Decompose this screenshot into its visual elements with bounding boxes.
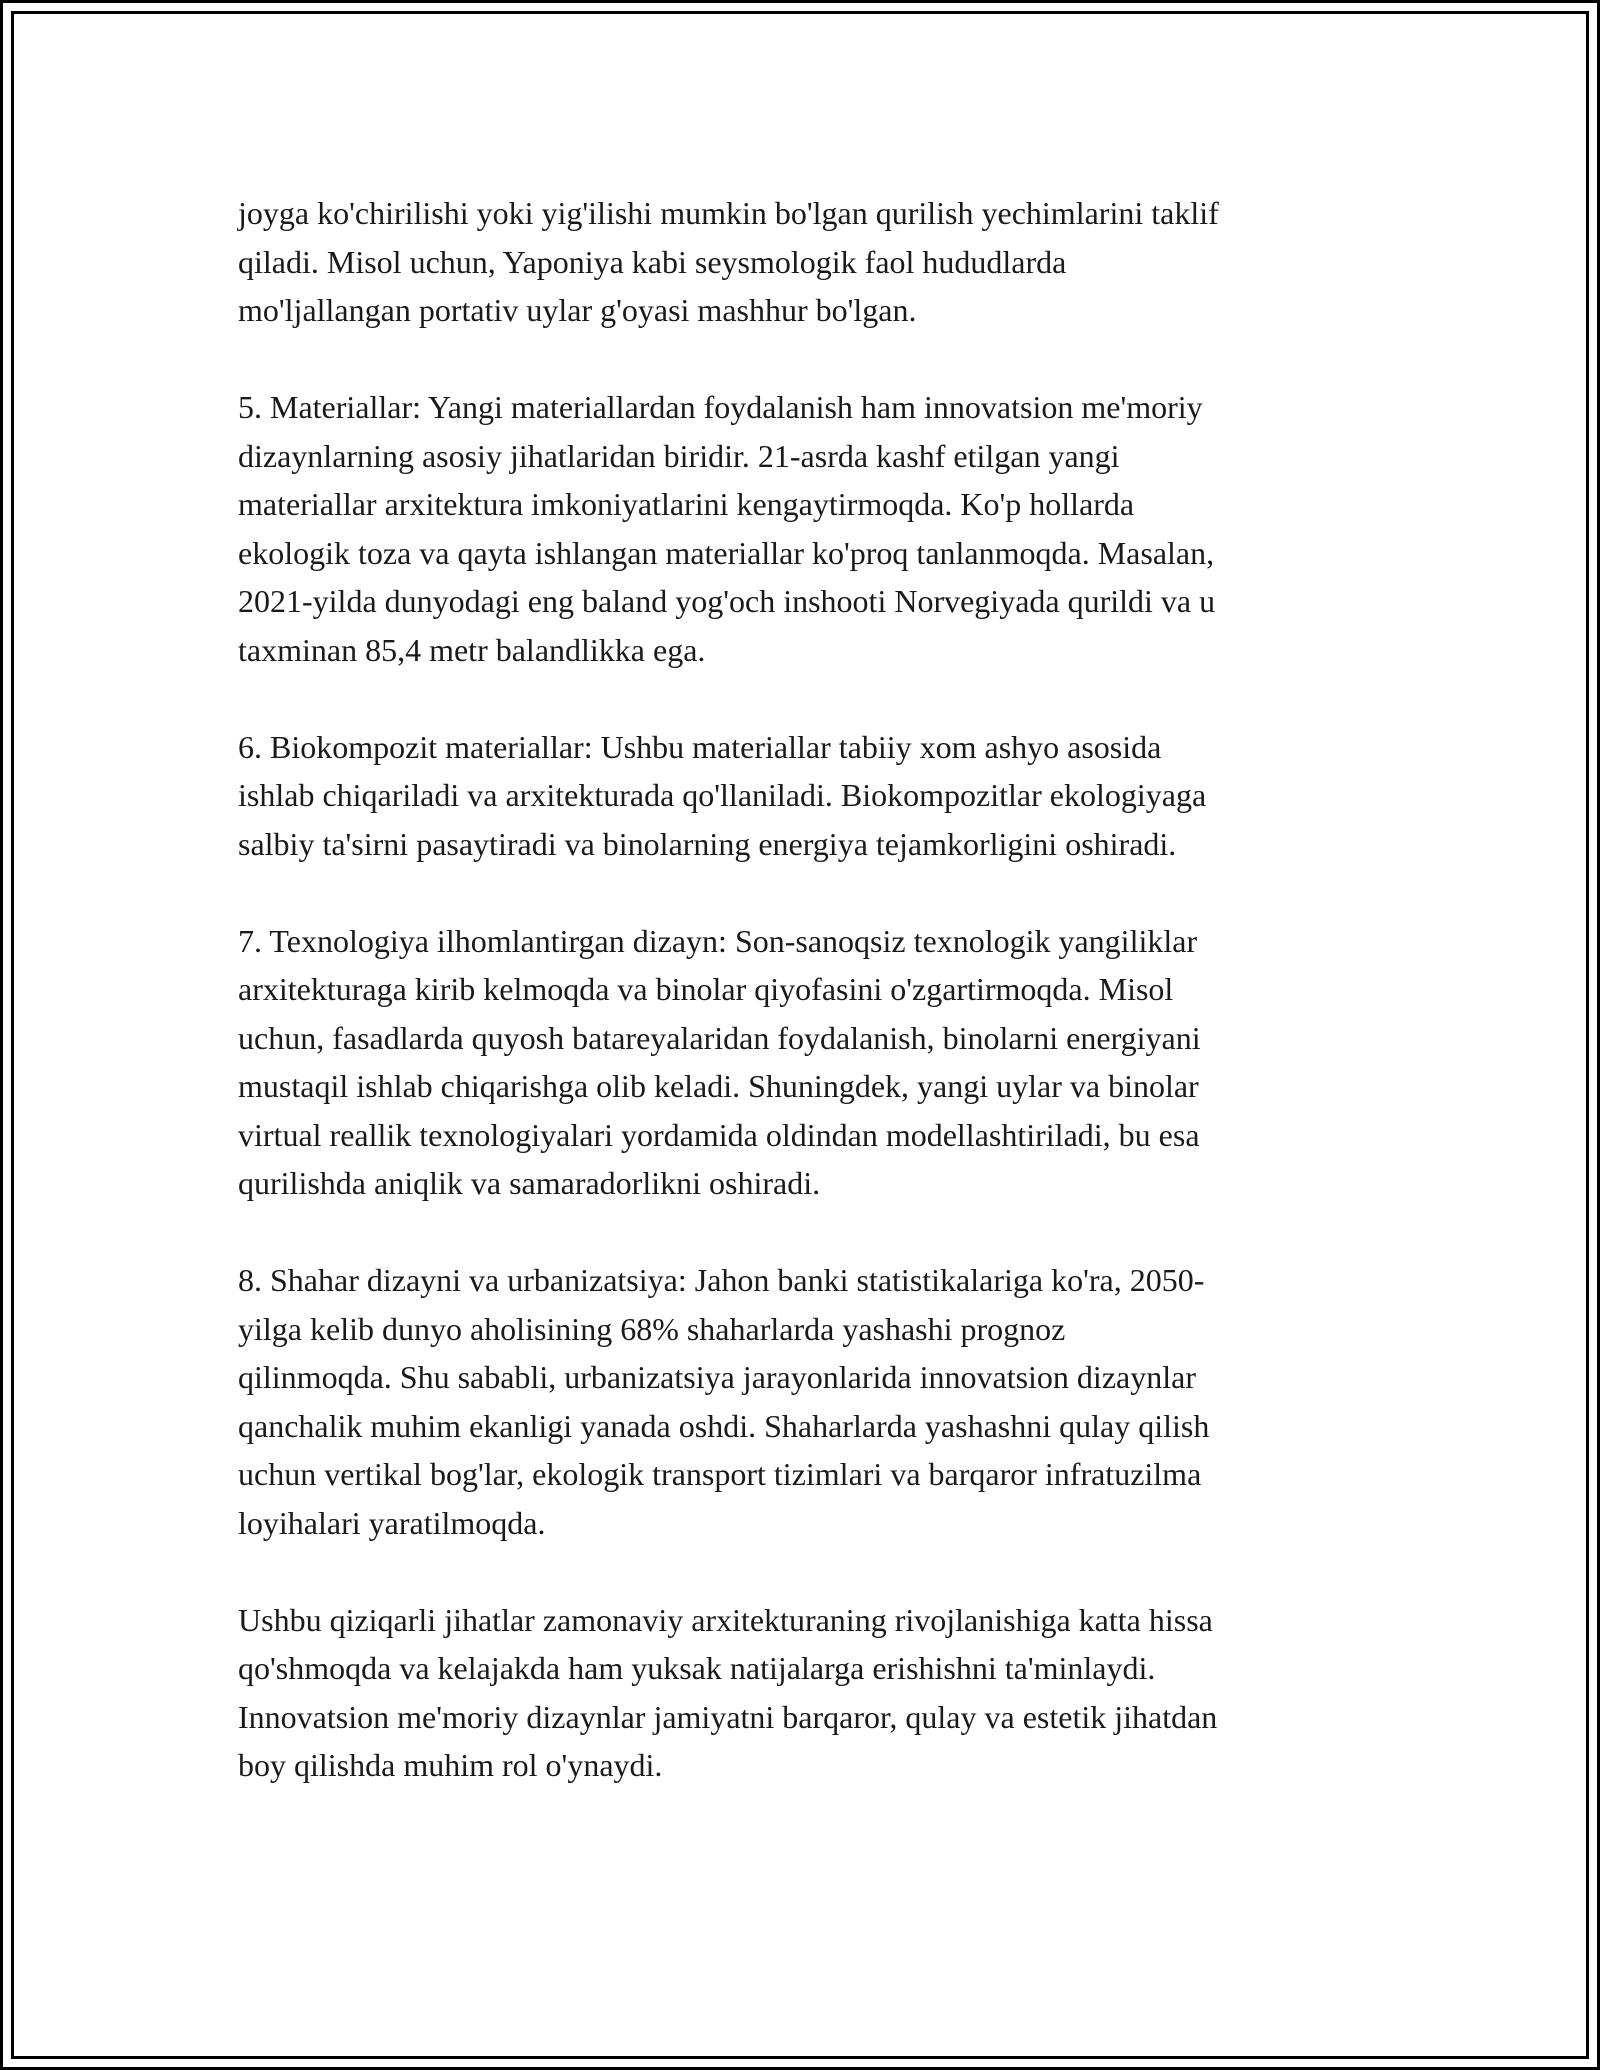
paragraph-urban-design: 8. Shahar dizayni va urbanizatsiya: Jahon banki statistikalariga ko'ra, 2050- yilga kelib dunyo aholisining 68% shaharlarda yashashi prognoz qilinmoqda. Shu sababli, urbanizatsiya jarayonlarida innovatsion dizaynlar qanchalik muhim ekanligi yanada oshdi. Shaharlarda yashashni qulay qilish uchun vertikal bog'lar, ekologik transport tizimlari va barqaror infratuzilma loyihalari yaratilmoqda. <box>238 1262 1210 1541</box>
paragraph-technology-inspired-design: 7. Texnologiya ilhomlantirgan dizayn: Son-sanoqsiz texnologik yangiliklar arxitekturaga kirib kelmoqda va binolar qiyofasini o'zgartirmoqda. Misol uchun, fasadlarda quyosh batareyalaridan foydalanish, binolarni energiyani mustaqil ishlab chiqarishga olib keladi. Shuningdek, yangi uylar va binolar virtual reallik texnologiyalari yordamida oldindan modellashtiriladi, bu esa qurilishda aniqlik va samaradorlikni oshiradi. <box>238 922 1201 1201</box>
paragraph-biocomposite-materials: 6. Biokompozit materiallar: Ushbu materiallar tabiiy xom ashyo asosida ishlab chiqariladi va arxitekturada qo'llaniladi. Biokompozitlar ekologiyaga salbiy ta'sirni pasaytiradi va binolarning energiya tejamkorligini oshiradi. <box>238 728 1207 862</box>
paragraph-materials: 5. Materiallar: Yangi materiallardan foydalanish ham innovatsion me'moriy dizaynlarning asosiy jihatlaridan biridir. 21-asrda kashf etilgan yangi materiallar arxitektura imkoniyatlarini kengaytirmoqda. Ko'p hollarda ekologik toza va qayta ishlangan materiallar ko'proq tanlanmoqda. Masalan, 2021-yilda dunyodagi eng baland yog'och inshooti Norvegiyada qurildi va u taxminan 85,4 metr balandlikka ega. <box>238 389 1216 668</box>
document-body <box>238 189 1378 1838</box>
paragraph-intro-continuation: joyga ko'chirilishi yoki yig'ilishi mumkin bo'lgan qurilish yechimlarini taklif qiladi. Misol uchun, Yaponiya kabi seysmologik faol hududlarda mo'ljallangan portativ uylar g'oyasi mashhur bo'lgan. <box>238 195 1219 328</box>
paragraph-conclusion: Ushbu qiziqarli jihatlar zamonaviy arxitekturaning rivojlanishiga katta hissa qo'shmoqda va kelajakda ham yuksak natijalarga erishishni ta'minlaydi. Innovatsion me'moriy dizaynlar jamiyatni barqaror, qulay va estetik jihatdan boy qilishda muhim rol o'ynaydi. <box>238 1601 1218 1783</box>
